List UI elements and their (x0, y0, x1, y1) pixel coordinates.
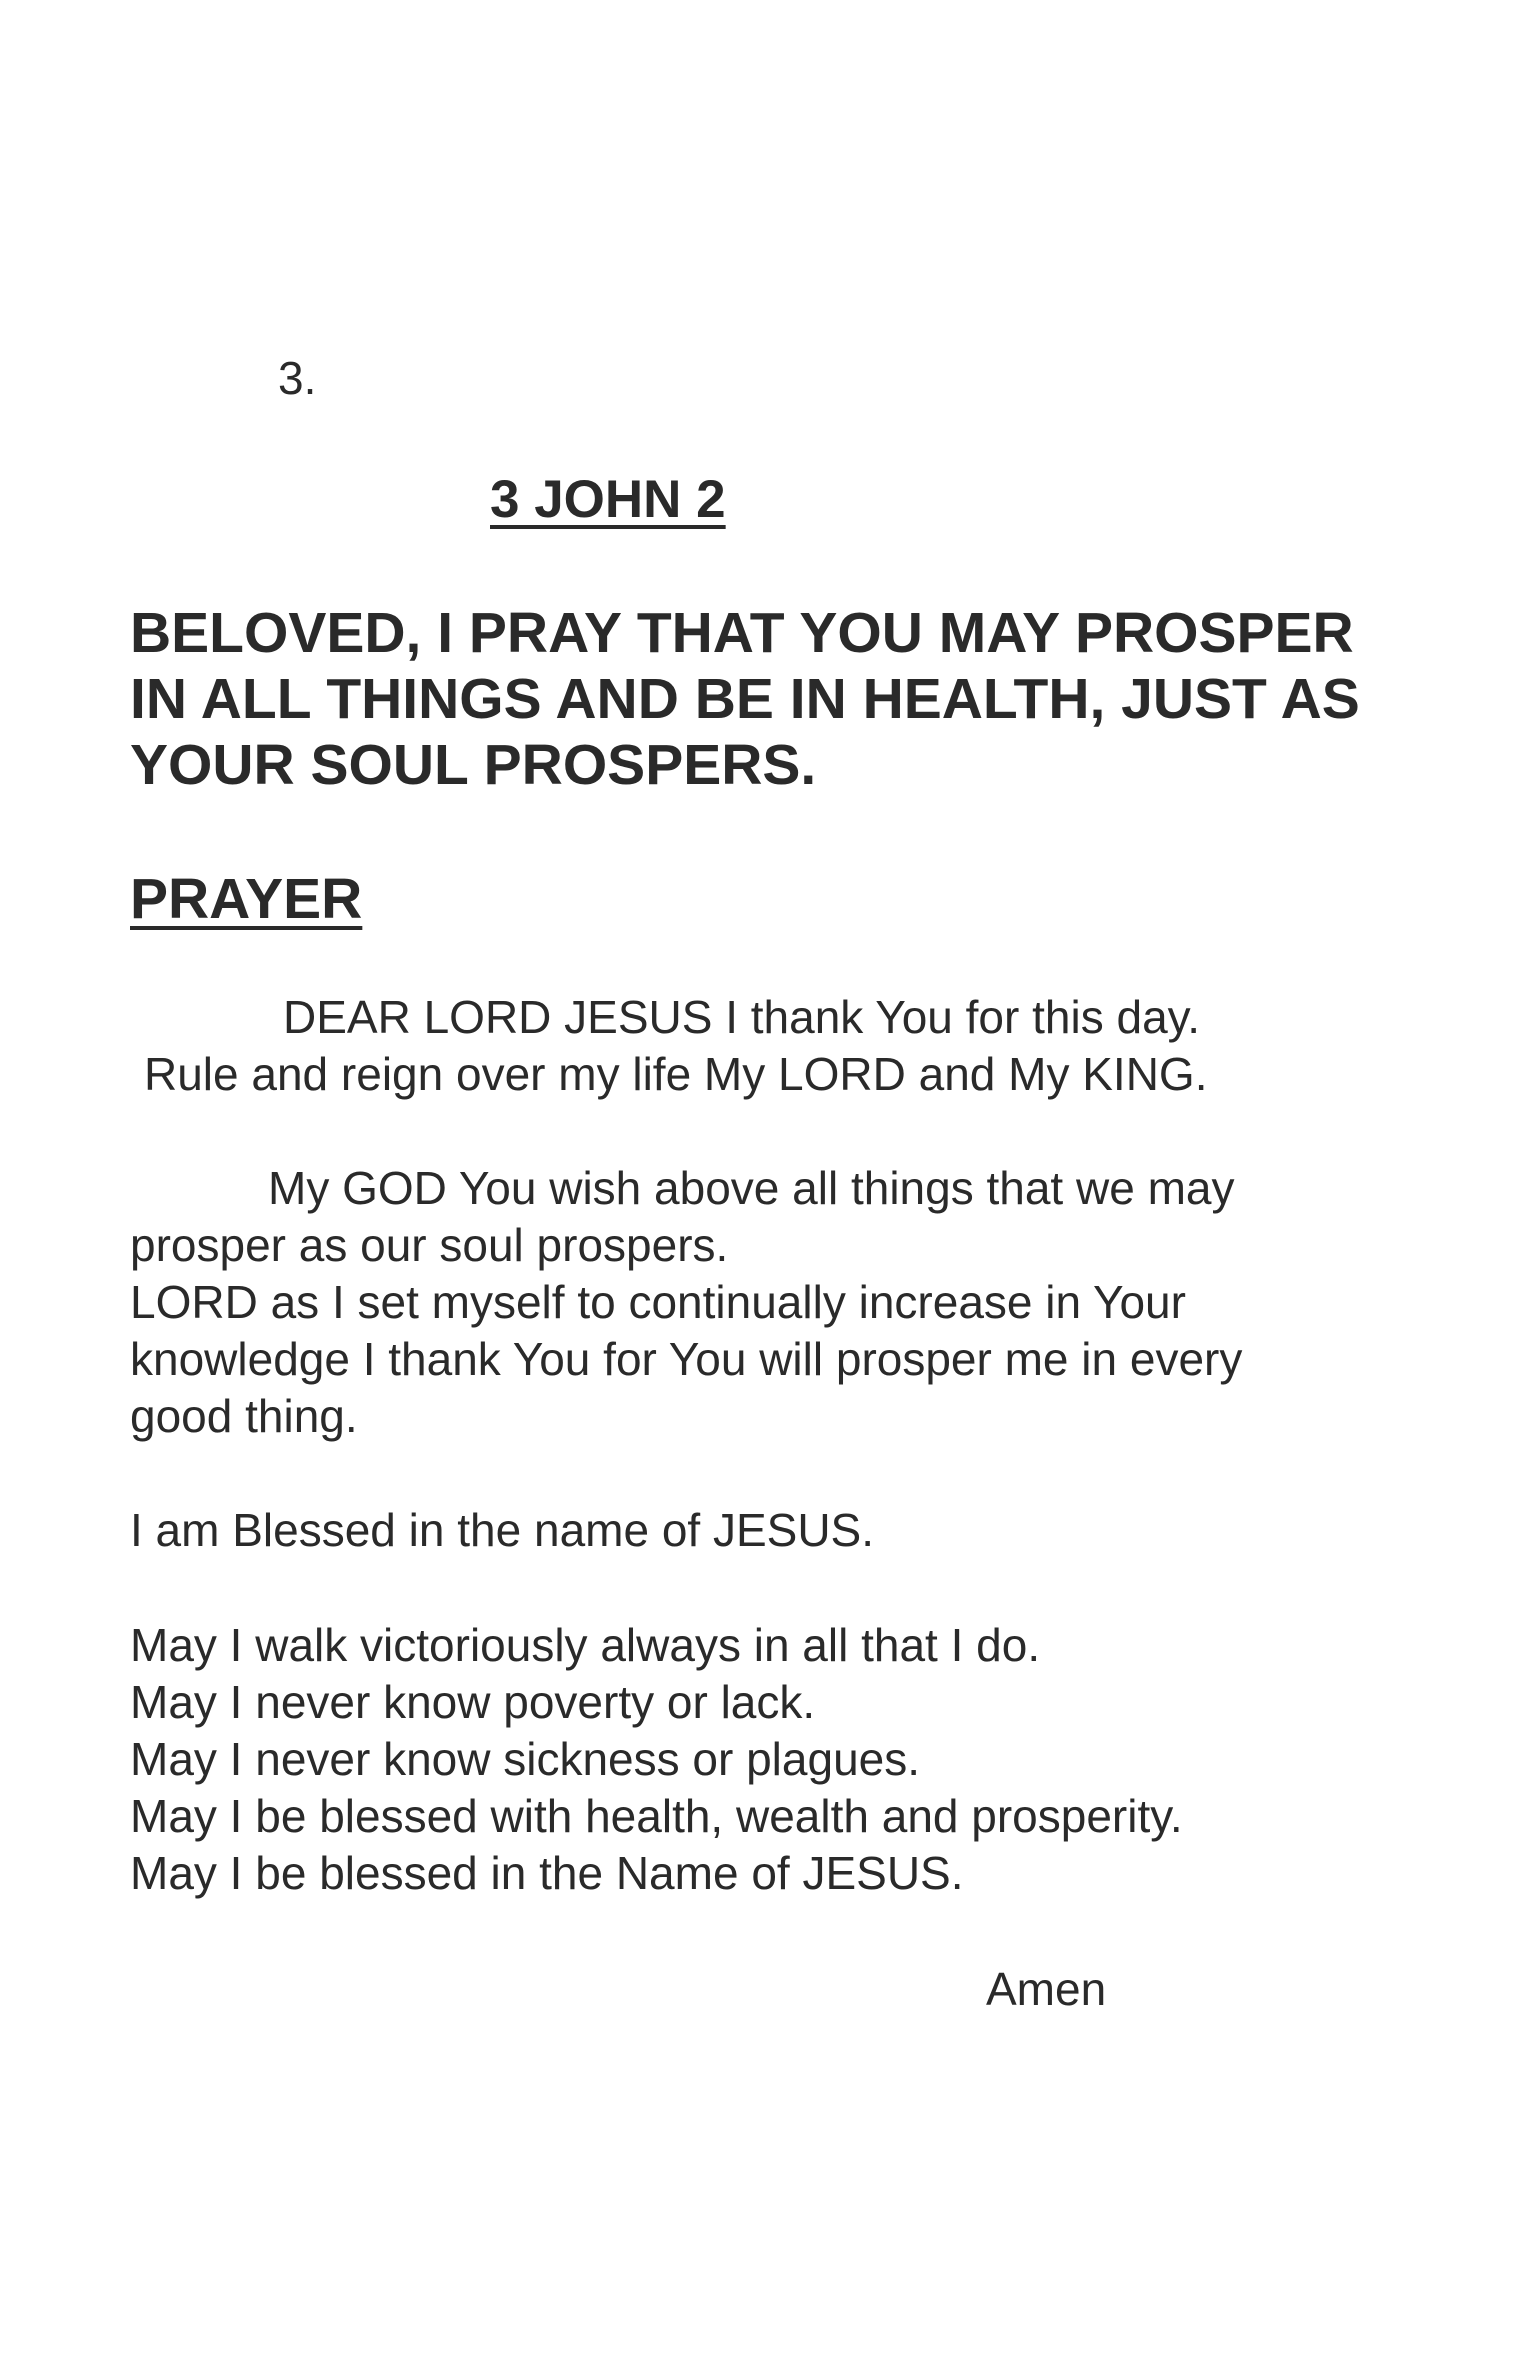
prayer-line: prosper as our soul prospers. (130, 1219, 729, 1271)
prayer-line: knowledge I thank You for You will prosper me in every (130, 1333, 1243, 1385)
prayer-line: DEAR LORD JESUS I thank You for this day. (283, 991, 1201, 1043)
prayer-paragraph-3 (130, 1502, 874, 1559)
prayer-line: I am Blessed in the name of JESUS. (130, 1504, 875, 1556)
prayer-line: May I be blessed with health, wealth and prosperity. (130, 1790, 1183, 1842)
prayer-line: My GOD You wish above all things that we may (268, 1162, 1235, 1214)
prayer-line: Rule and reign over my life My LORD and My KING. (144, 1048, 1208, 1100)
prayer-paragraph-1 (130, 989, 1207, 1103)
prayer-heading: PRAYER (130, 867, 363, 931)
verse-line: IN ALL THINGS AND BE IN HEALTH, JUST AS (130, 667, 1360, 731)
prayer-line: good thing. (130, 1390, 358, 1442)
prayer-paragraph-2 (130, 1160, 1242, 1445)
page-number: 3. (278, 352, 317, 404)
prayer-line: May I be blessed in the Name of JESUS. (130, 1847, 964, 1899)
closing-amen: Amen (986, 1963, 1107, 2015)
prayer-line: May I never know sickness or plagues. (130, 1733, 921, 1785)
verse-text (130, 600, 1430, 798)
verse-line: YOUR SOUL PROSPERS. (130, 733, 817, 797)
scripture-reference: 3 JOHN 2 (490, 470, 726, 529)
prayer-paragraph-4 (130, 1617, 1183, 1902)
prayer-line: May I never know poverty or lack. (130, 1676, 816, 1728)
verse-line: BELOVED, I PRAY THAT YOU MAY PROSPER (130, 601, 1354, 665)
prayer-line: LORD as I set myself to continually increase in Your (130, 1276, 1186, 1328)
prayer-line: May I walk victoriously always in all that I do. (130, 1619, 1041, 1671)
